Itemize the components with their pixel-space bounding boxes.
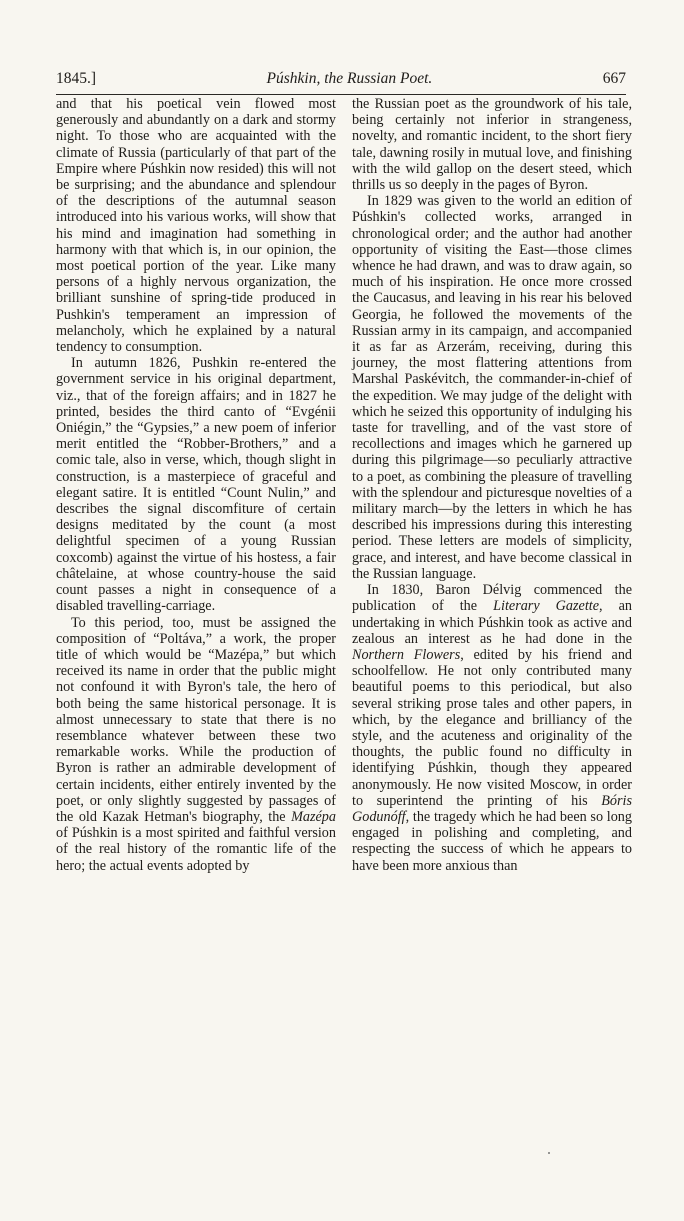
page-number: 667: [602, 70, 626, 87]
right-column: [352, 96, 632, 874]
right-p3-text-b: , an undertaking in which Púshkin took as active and zealous an interest as he had done in the: [352, 598, 632, 647]
right-p3-italic-flowers: Northern Flowers: [352, 646, 461, 663]
right-paragraph-2: In 1829 was given to the world an edition of Púshkin's collected works, arranged in chronological order; and the author had another opportunity of visiting the East—those climes whence he had drawn, and was to draw again, so much of his inspiration. He once more crossed the Caucasus, and leaving in his rear his beloved Georgia, he followed the movements of the Russian army in its campaign, and accompanied it as far as Arzerám, receiving, during this journey, the most flattering attentions from Marshal Paskévitch, the commander-in-chief of the expedition. We may judge of the delight with which he seized this opportunity of indulging his taste for travelling, and of the vast store of recollections and images which he garnered up during this pilgrimage—so peculiarly attractive to a poet, as combining the pleasure of travelling with the splendour and picturesque novelties of a military march—by the letters in which he has described his impressions during this interesting period. These letters are models of simplicity, grace, and interest, and have become classical in the Russian language.: [352, 193, 632, 582]
right-p3-italic-gazette: Literary Gazette: [493, 598, 600, 615]
running-header: [56, 70, 626, 88]
right-p3-text-c: , edited by his friend and schoolfellow. He not only contributed many beautiful poems to this periodical, but also several striking prose tales and other papers, in which, by the elegance and brilliancy of the style, and the acuteness and originality of the thoughts, the public found no difficulty in identifying Púshkin, though they appeared anonymously. He now visited Moscow, in order to superintend the printing of his: [352, 646, 633, 809]
right-paragraph-1: the Russian poet as the groundwork of his tale, being certainly not inferior in strangeness, novelty, and romantic incident, to the short fiery tale, dawning rosily in mutual love, and finishing with the wild gallop on the desert steed, which thrills us so deeply in the pages of Byron.: [352, 96, 632, 194]
left-p3-text-b: of Púshkin is a most spirited and faithful version of the real history of the romantic life of the hero; the actual events adopted by: [56, 825, 336, 874]
header-rule: [56, 94, 626, 95]
left-paragraph-3: [56, 615, 336, 874]
right-p3-italic-godunoff: Bóris Godunóff: [352, 792, 632, 825]
header-year: 1845.]: [56, 70, 97, 87]
right-p3-text-d: , the tragedy which he had been so long engaged in polishing and completing, and respecting the success of which he appears to have been more anxious than: [352, 808, 632, 874]
left-p3-italic-mazepa: Mazépa: [291, 808, 336, 825]
left-paragraph-2: In autumn 1826, Pushkin re-entered the government service in his original department, viz., that of the foreign affairs; and in 1827 he printed, besides the third canto of “Evgénii Oniégin,” the “Gypsies,” a new poem of inferior merit entitled the “Robber-Brothers,” and a comic tale, also in verse, which, though slight in construction, is a masterpiece of graceful and elegant satire. It is entitled “Count Nulin,” and describes the signal discomfiture of certain designs meditated by the count (a most delightful specimen of a young Russian coxcomb) against the virtue of his hostess, a fair châtelaine, at whose country-house the said count passes a night in consequence of a disabled travelling-carriage.: [56, 355, 336, 615]
right-p3-text-a: In 1830, Baron Délvig commenced the publication of the: [352, 582, 632, 615]
left-p3-text-a: To this period, too, must be assigned the composition of “Poltáva,” a work, the proper title of which would be “Mazépa,” but which received its name in order that the public might not confound it with Byron's tale, the hero of both being the same historical personage. It is almost unnecessary to state that there is no resemblance whatever between these two remarkable works. While the production of Byron is rather an admirable development of certain incidents, either entirely invented by the poet, or only slightly suggested by passages of the old Kazak Hetman's biography, the: [56, 614, 336, 825]
left-paragraph-1: and that his poetical vein flowed most generously and abundantly on a dark and stormy night. To those who are acquainted with the climate of Russia (particularly of that part of the Empire where Púshkin now resided) this will not be surprising; and the abundance and splendour of the descriptions of the autumnal season introduced into his various works, will show that his mind and imagination had something in harmony with that which is, in our opinion, the most poetical portion of the year. Like many persons of a highly nervous organization, the brilliant sunshine of spring-tide produced in Pushkin's temperament an impression of melancholy, which he explained by a natural tendency to consumption.: [56, 96, 336, 356]
paper-speck: [548, 1152, 550, 1154]
header-title: Púshkin, the Russian Poet.: [266, 70, 433, 87]
left-column: [56, 96, 336, 874]
right-paragraph-3: [352, 582, 632, 874]
